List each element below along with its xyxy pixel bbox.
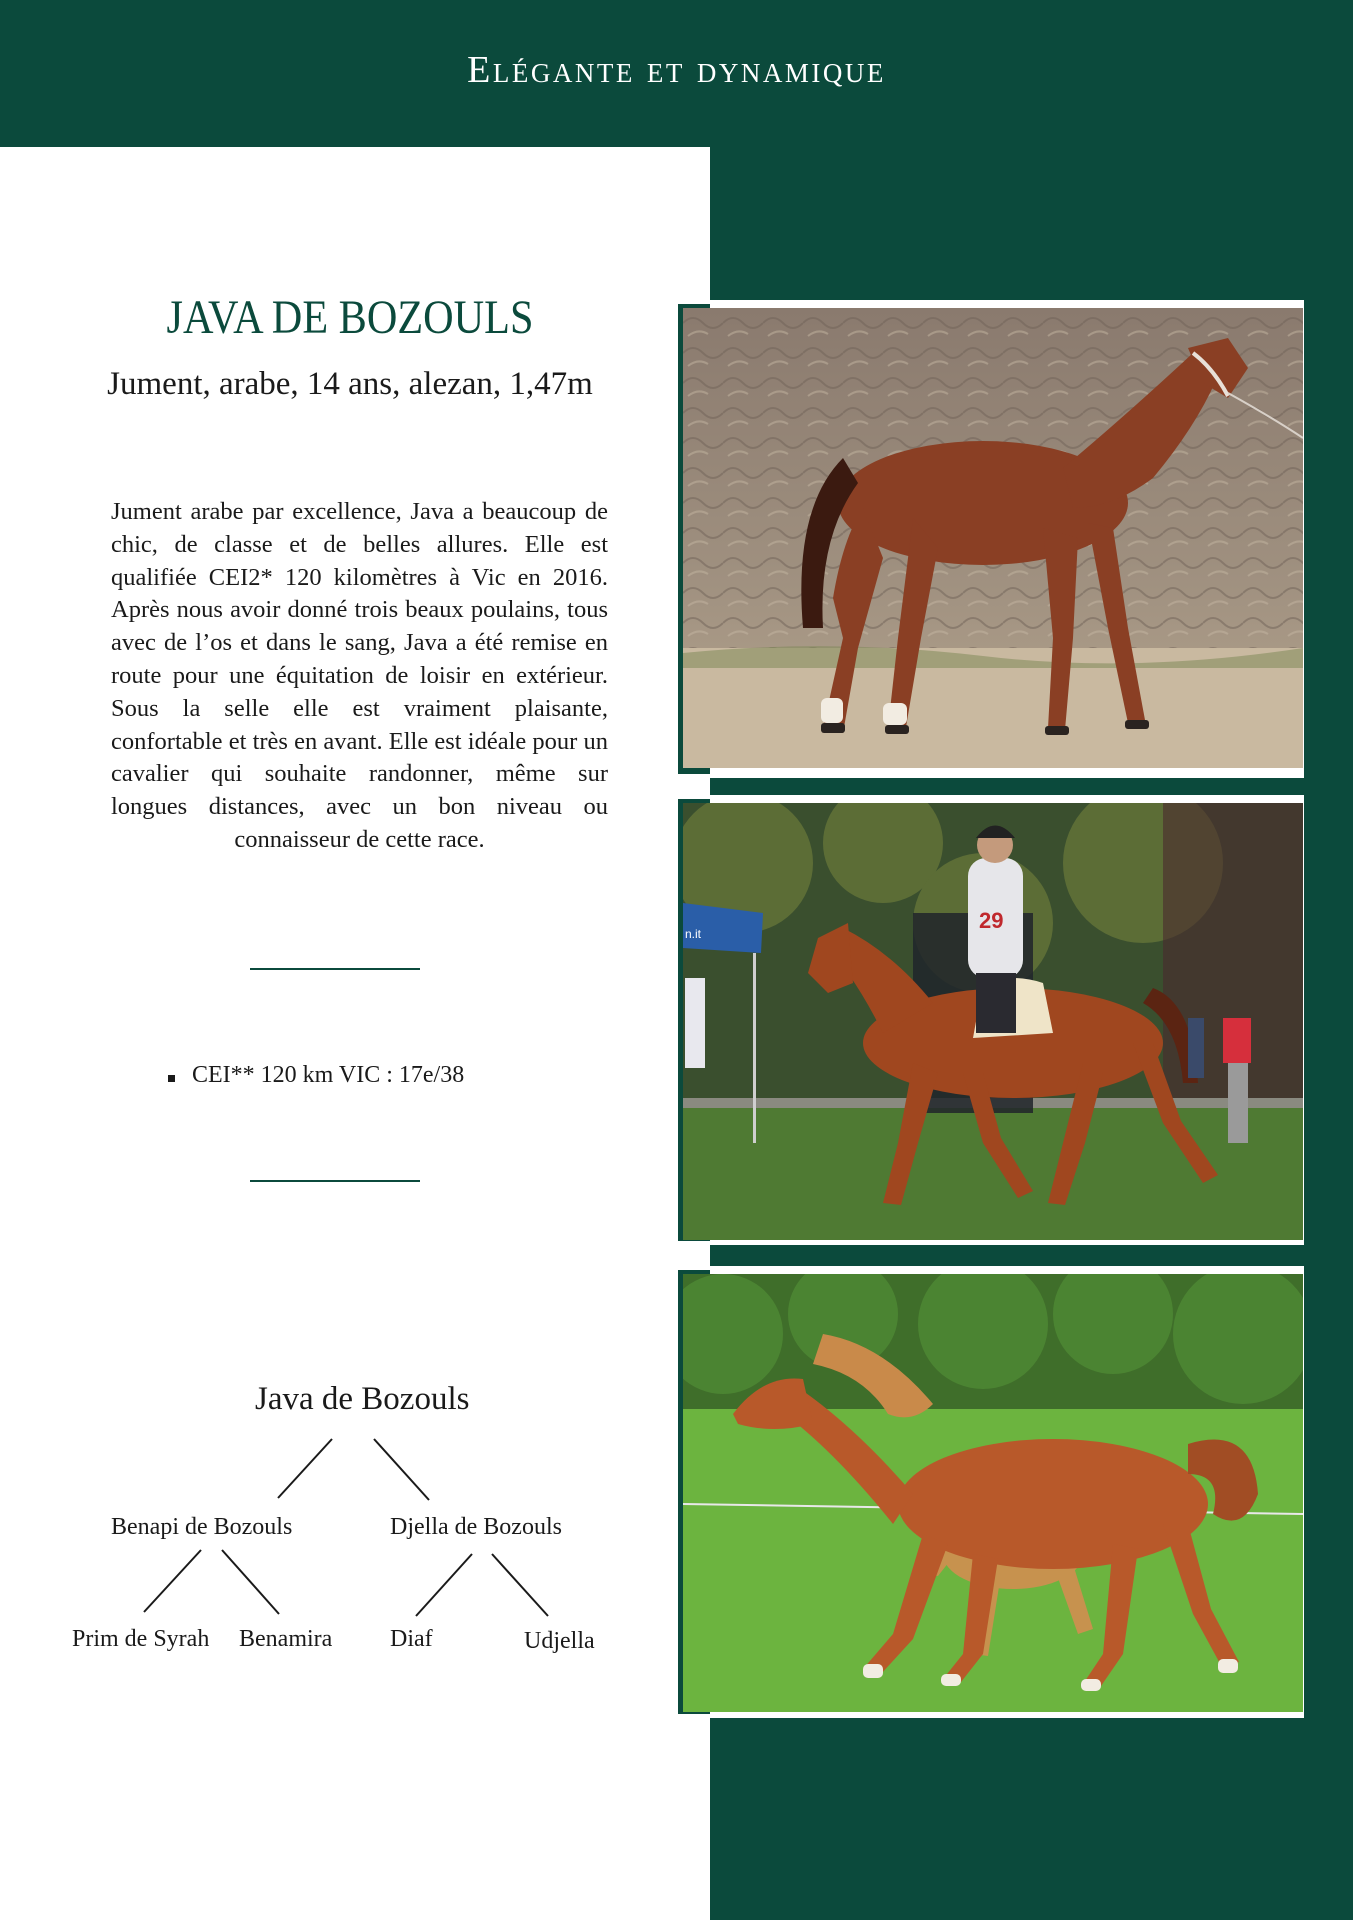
pedigree-sire: Benapi de Bozouls (111, 1514, 293, 1540)
pedigree-dam-dam: Udjella (524, 1628, 595, 1654)
result-item: CEI** 120 km VIC : 17e/38 (168, 1062, 464, 1089)
horse-name: JAVA DE BOZOULS (166, 291, 534, 344)
pedigree-line (492, 1554, 548, 1616)
pedigree-root: Java de Bozouls (255, 1381, 470, 1417)
pedigree-line (278, 1439, 332, 1498)
pedigree-sire-sire: Prim de Syrah (72, 1626, 210, 1652)
riding-photo (683, 803, 1303, 1240)
pedigree-line (416, 1554, 472, 1616)
pedigree-line (374, 1439, 429, 1500)
page-title: Elégante et dynamique (467, 49, 886, 91)
pedigree-sire-dam: Benamira (239, 1626, 333, 1652)
horse-description: Jument arabe par excellence, Java a beaucoup de chic, de classe et de belles allures. Elle est qualifiée CEI2* 120 kilomètres à Vic en 2016. Après nous avoir donné trois beaux poulains, tous avec de l’os et dans le sang, Java a été remise en route pour une équitation de loisir en extérieur. Sous la selle elle est vraiment plaisante, confortable et très en avant. Elle est idéale pour un cavalier qui souhaite randonner, même sur longues distances, avec un bon niveau ou connaisseur de cette race. (111, 498, 608, 853)
pedigree-dam-sire: Diaf (390, 1626, 433, 1652)
horse-info: Jument, arabe, 14 ans, alezan, 1,47m (107, 366, 593, 402)
pedigree-line (144, 1550, 201, 1612)
mare-and-foal-photo (683, 1274, 1303, 1712)
pedigree-dam: Djella de Bozouls (390, 1514, 562, 1540)
rider-number: 29 (979, 908, 1004, 933)
standing-horse-photo (683, 308, 1303, 768)
tent-text: n.it (685, 927, 702, 941)
frame-notch-2 (683, 1247, 710, 1262)
frame-notch-1 (683, 775, 710, 790)
pedigree-line (222, 1550, 279, 1614)
